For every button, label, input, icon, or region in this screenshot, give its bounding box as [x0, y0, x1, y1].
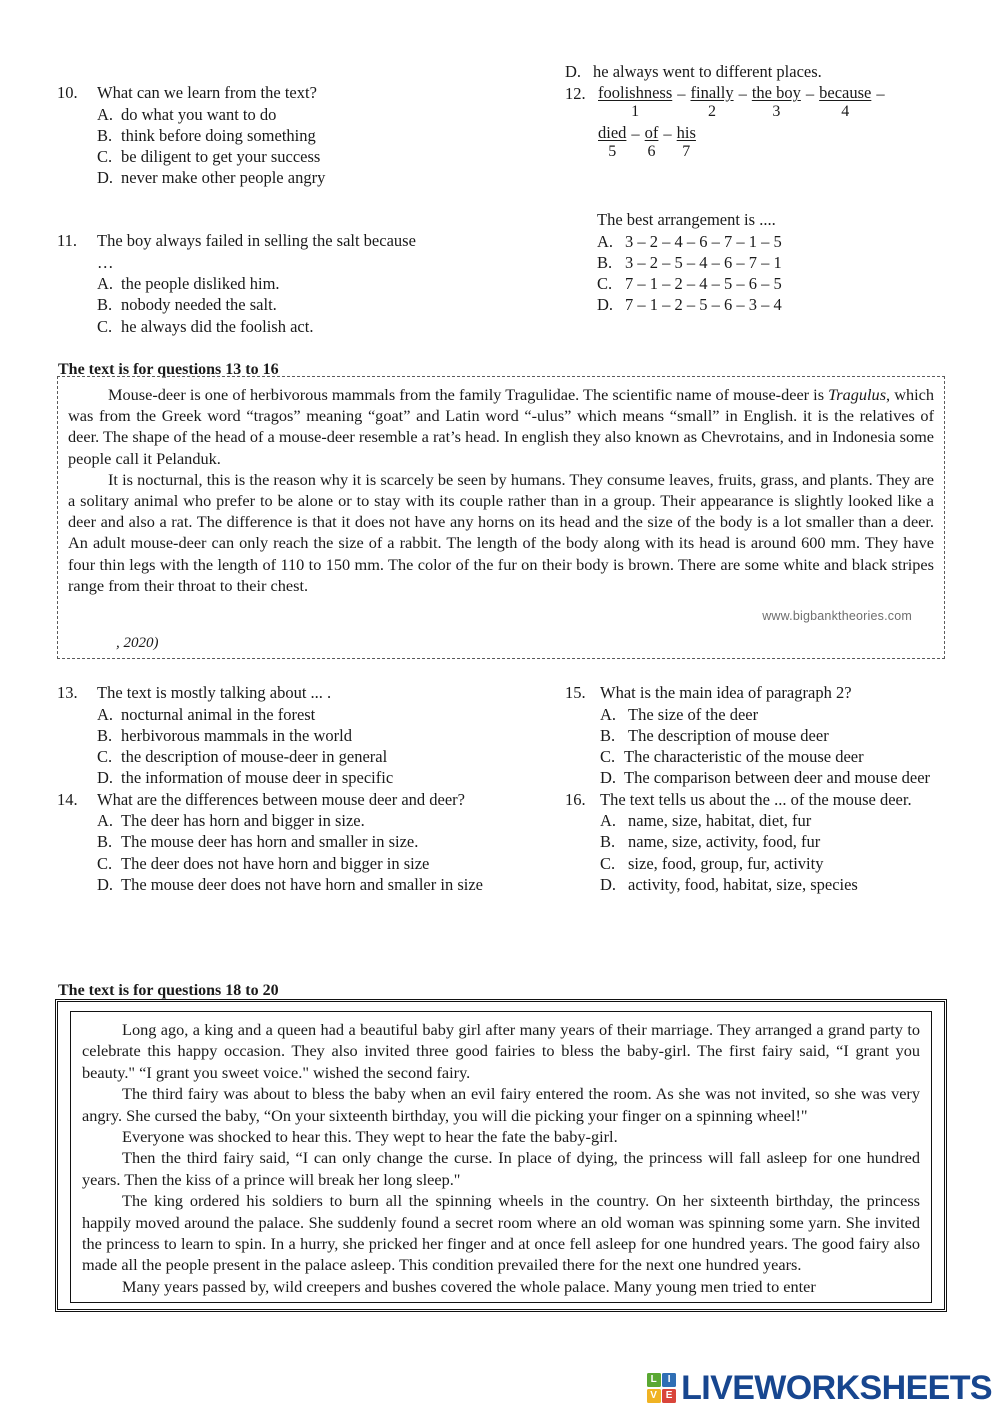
option-text: be diligent to get your success: [121, 147, 321, 167]
question-12-block: [565, 83, 985, 162]
question-11-option-d-block: [565, 61, 985, 83]
question-12-scramble: [597, 83, 985, 162]
scramble-dash: –: [805, 84, 815, 103]
option-item[interactable]: [600, 704, 995, 725]
option-letter: B.: [97, 125, 113, 145]
passage-1-box: [57, 376, 945, 659]
option-text: nobody needed the salt.: [121, 295, 277, 315]
passage-2-content: [70, 1011, 932, 1303]
liveworksheets-logo[interactable]: [647, 1371, 992, 1405]
option-item[interactable]: [97, 146, 527, 167]
option-letter: A.: [97, 104, 114, 124]
scramble-word: because: [819, 83, 872, 102]
option-letter: A.: [600, 704, 617, 724]
option-letter: C.: [97, 147, 113, 167]
option-letter: B.: [97, 725, 113, 745]
option-item[interactable]: [600, 725, 995, 746]
option-item[interactable]: [97, 853, 527, 874]
passage-2-paragraph: Many years passed by, wild creepers and bushes covered the whole palace. Many young men tried to enter: [122, 1276, 816, 1296]
scramble-token[interactable]: [597, 83, 673, 121]
option-text: 7 – 1 – 2 – 4 – 5 – 6 – 5: [625, 274, 782, 294]
question-14-stem: What are the differences between mouse deer and deer?: [97, 789, 465, 809]
question-15-stem: What is the main idea of paragraph 2?: [600, 683, 852, 702]
option-text: The characteristic of the mouse deer: [624, 747, 864, 767]
option-item[interactable]: [97, 125, 527, 146]
scramble-dash: –: [677, 84, 686, 103]
scramble-dash: –: [631, 124, 640, 143]
scramble-number: 4: [841, 103, 850, 120]
scramble-number: 5: [608, 143, 617, 160]
option-text: he always went to different places.: [593, 62, 822, 81]
question-10-stem: What can we learn from the text?: [97, 83, 317, 102]
questions-15-16-block: [565, 682, 995, 895]
option-text: the information of mouse deer in specific: [121, 768, 394, 788]
scramble-line-2: [597, 123, 985, 161]
option-item[interactable]: [97, 810, 527, 831]
option-letter: D.: [97, 768, 114, 788]
option-item[interactable]: [600, 853, 995, 874]
question-16-stem-row: [565, 789, 995, 811]
option-text: herbivorous mammals in the world: [121, 725, 352, 745]
option-text: the description of mouse-deer in general: [121, 747, 388, 767]
option-letter: D.: [97, 875, 114, 895]
scramble-token[interactable]: [751, 83, 802, 121]
option-text: The size of the deer: [628, 704, 759, 724]
option-item[interactable]: [97, 104, 527, 125]
question-13-options: [57, 704, 527, 789]
option-letter: C.: [97, 747, 113, 767]
passage-2-paragraph: The third fairy was about to bless the baby when an evil fairy entered the room. As she was not invited, so she was very angry. She cursed the baby, “On your sixteenth birthday, you will die picking your finger on a spinning wheel!": [82, 1084, 920, 1125]
option-item[interactable]: [97, 273, 527, 294]
option-item[interactable]: [97, 167, 527, 188]
option-item[interactable]: [600, 810, 995, 831]
scramble-number: 1: [631, 103, 640, 120]
footer: [0, 1371, 1000, 1405]
scramble-token[interactable]: [644, 123, 660, 161]
passage-2-paragraph: Everyone was shocked to hear this. They wept to hear the fate the baby-girl.: [122, 1127, 618, 1147]
passage-2-paragraph: The king ordered his soldiers to burn all the spinning wheels in the country. On her sixteenth birthday, the princess happily moved around the palace. She suddenly found a secret room where an old woman was spinning some yarn. She invited the princess to learn to spin. In a hurry, she pricked her finger and at once fell asleep for one hundred years. The good fairy also made all the people present in the palace asleep. This condition prevailed there for the next one hundred years.: [82, 1191, 920, 1275]
question-14-number: 14.: [57, 789, 78, 809]
question-10-block: [57, 82, 527, 189]
passage-1-content: [57, 376, 945, 659]
passage-2-box: [55, 999, 947, 1312]
option-text: he always did the foolish act.: [121, 316, 314, 336]
option-item[interactable]: [97, 316, 527, 337]
logo-wordmark: LIVEWORKSHEETS: [681, 1369, 992, 1407]
option-letter: A.: [97, 274, 114, 293]
option-text: 3 – 2 – 5 – 4 – 6 – 7 – 1: [625, 252, 782, 272]
question-11-stem-continuation: …: [97, 252, 116, 272]
option-text: never make other people angry: [121, 168, 326, 188]
option-text: do what you want to do: [121, 104, 277, 124]
scramble-token[interactable]: [676, 123, 697, 161]
option-letter: B.: [597, 252, 613, 272]
passage-2-paragraph: Long ago, a king and a queen had a beautiful baby girl after many years of their marriage. They arranged a grand party to celebrate this happy occasion. They also invited three good fairies to bless the baby-girl. The first fairy said, “I grant you beauty." “I grant you sweet voice." wished the second fairy.: [82, 1020, 920, 1082]
option-item[interactable]: [600, 874, 995, 895]
passage-1-paragraph-1: [68, 384, 934, 469]
question-15-number: 15.: [565, 683, 586, 702]
passage-1-scientific-name: Tragulus: [828, 385, 887, 404]
passage-2-paragraph: Then the third fairy said, “I can only change the curse. In place of dying, the princess will fall asleep for one hundred years. Then the kiss of a prince will break her long sleep.": [82, 1148, 920, 1189]
passage-1-heading: The text is for questions 13 to 16: [58, 361, 279, 378]
arrangement-block: [565, 209, 985, 316]
option-text: The mouse deer has horn and smaller in size.: [121, 832, 419, 852]
question-16-stem: The text tells us about the ... of the mouse deer.: [600, 789, 912, 809]
logo-tile-i: I: [662, 1373, 676, 1387]
question-11-block: [57, 230, 527, 337]
option-text: size, food, group, fur, activity: [628, 853, 824, 873]
option-letter: D.: [600, 768, 617, 788]
option-text: nocturnal animal in the forest: [121, 704, 316, 724]
question-11-options: [57, 273, 527, 337]
option-letter: C.: [97, 316, 113, 336]
option-item[interactable]: [597, 231, 985, 252]
option-letter: D.: [97, 168, 114, 188]
option-letter: D.: [600, 875, 617, 895]
question-14-stem-row: [57, 789, 527, 811]
logo-tile-e: E: [662, 1389, 676, 1403]
question-16-options: [565, 810, 995, 895]
logo-tile-l: L: [647, 1373, 661, 1387]
option-item[interactable]: [600, 831, 995, 852]
option-item[interactable]: [97, 294, 527, 315]
question-15-options: [565, 704, 995, 789]
option-letter: B.: [600, 832, 616, 852]
scramble-token[interactable]: [597, 123, 627, 161]
question-10-stem-row: [57, 82, 527, 104]
scramble-dash: –: [663, 124, 672, 143]
option-text: The deer does not have horn and bigger in size: [121, 853, 430, 873]
option-text: think before doing something: [121, 125, 316, 145]
option-text: 3 – 2 – 4 – 6 – 7 – 1 – 5: [625, 231, 782, 251]
scramble-word: the boy: [751, 83, 801, 102]
passage-1-p1-part-b: , which was from the Greek word “tragos” meaning “goat” and Latin word “-ulus” which means “small” in English. it is the relatives of deer. The shape of the head of a mouse-deer resemble a rat’s head. In english they also known as Chevrotains, and in Indonesia some people call it Pelanduk.: [68, 385, 934, 468]
scramble-word: finally: [690, 83, 734, 102]
question-11-stem-row: [57, 230, 527, 252]
passage-1-source: www.bigbanktheories.com: [762, 609, 912, 624]
option-text: The mouse deer does not have horn and smaller in size: [121, 875, 483, 895]
passage-2-heading: The text is for questions 18 to 20: [58, 982, 279, 999]
passage-2-outer-frame: [55, 999, 947, 1312]
scramble-number: 3: [772, 103, 781, 120]
option-text: name, size, habitat, diet, fur: [628, 811, 812, 831]
option-letter: C.: [600, 747, 616, 767]
option-letter: D.: [597, 295, 614, 315]
scramble-number: 7: [682, 143, 691, 160]
option-letter: C.: [600, 853, 616, 873]
option-letter: A.: [600, 811, 617, 831]
option-text: 7 – 1 – 2 – 5 – 6 – 3 – 4: [625, 295, 782, 315]
scramble-line-1: [597, 83, 985, 121]
option-letter: B.: [97, 832, 113, 852]
option-text: activity, food, habitat, size, species: [628, 875, 858, 895]
option-item[interactable]: [97, 704, 527, 725]
option-text: the people disliked him.: [121, 274, 280, 293]
question-10-options: [57, 104, 527, 189]
question-11-stem: The boy always failed in selling the salt because: [97, 231, 416, 250]
scramble-token[interactable]: [690, 83, 735, 121]
question-13-number: 13.: [57, 683, 78, 702]
scramble-dash: –: [738, 84, 747, 103]
question-11-number: 11.: [57, 231, 78, 250]
scramble-number: 2: [708, 103, 717, 120]
arrangement-options: [565, 231, 985, 316]
question-10-number: 10.: [57, 83, 78, 102]
option-item[interactable]: [97, 831, 527, 852]
scramble-number: 6: [647, 143, 656, 160]
scramble-word: died: [598, 123, 627, 142]
arrangement-prompt: The best arrangement is ....: [597, 210, 776, 229]
option-text: name, size, activity, food, fur: [628, 832, 821, 852]
question-13-stem-row: [57, 682, 527, 704]
scramble-word: of: [644, 123, 659, 142]
passage-1-p1-part-a: Mouse-deer is one of herbivorous mammals from the family Tragulidae. The scientific name of mouse-deer is: [108, 385, 829, 404]
question-13-stem: The text is mostly talking about ... .: [97, 683, 332, 702]
scramble-word: foolishness: [598, 83, 673, 102]
passage-1-paragraph-2: It is nocturnal, this is the reason why it is scarcely be seen by humans. They consume leaves, fruits, grass, and plants. They are a solitary animal who prefer to be alone or to stay with its couple rather than in a group. Their appearance is slightly looked like a deer and also a rat. The difference is that it does not have any horns on its head and the size of the body is a lot smaller than a deer. An adult mouse-deer can only reach the size of a rabbit. The length of the body along with its head is around 600 mm. They have four thin legs with the length of 110 to 150 mm. The color of the fur on their body is brown. There are some white and black stripes range from their throat to their chest.: [68, 469, 934, 595]
logo-tile-v: V: [647, 1389, 661, 1403]
option-letter: B.: [600, 725, 616, 745]
passage-1-citation: , 2020): [116, 635, 159, 652]
option-text: The description of mouse deer: [628, 725, 829, 745]
question-16-number: 16.: [565, 789, 586, 809]
option-item[interactable]: [97, 767, 527, 788]
scramble-trailing-dash: –: [876, 84, 885, 103]
option-text: The comparison between deer and mouse deer: [624, 768, 931, 788]
option-item[interactable]: [565, 61, 985, 83]
option-item[interactable]: [97, 874, 527, 895]
option-letter: A.: [597, 231, 614, 251]
scramble-word: his: [676, 123, 696, 142]
option-item[interactable]: [97, 746, 527, 767]
option-letter: C.: [597, 274, 613, 294]
question-15-stem-row: [565, 682, 995, 704]
option-item[interactable]: [597, 252, 985, 273]
option-letter: C.: [97, 853, 113, 873]
question-12-number: 12.: [565, 84, 586, 103]
option-item[interactable]: [600, 746, 995, 767]
option-item[interactable]: [600, 767, 995, 788]
option-text: The deer has horn and bigger in size.: [121, 811, 365, 831]
option-letter: A.: [97, 704, 114, 724]
questions-13-14-block: [57, 682, 527, 895]
option-letter: D.: [565, 62, 582, 81]
option-letter: B.: [97, 295, 113, 315]
option-item[interactable]: [597, 294, 985, 315]
option-letter: A.: [97, 811, 114, 831]
logo-tiles: [647, 1373, 677, 1403]
option-item[interactable]: [597, 273, 985, 294]
option-item[interactable]: [97, 725, 527, 746]
scramble-token[interactable]: [818, 83, 872, 121]
question-14-options: [57, 810, 527, 895]
